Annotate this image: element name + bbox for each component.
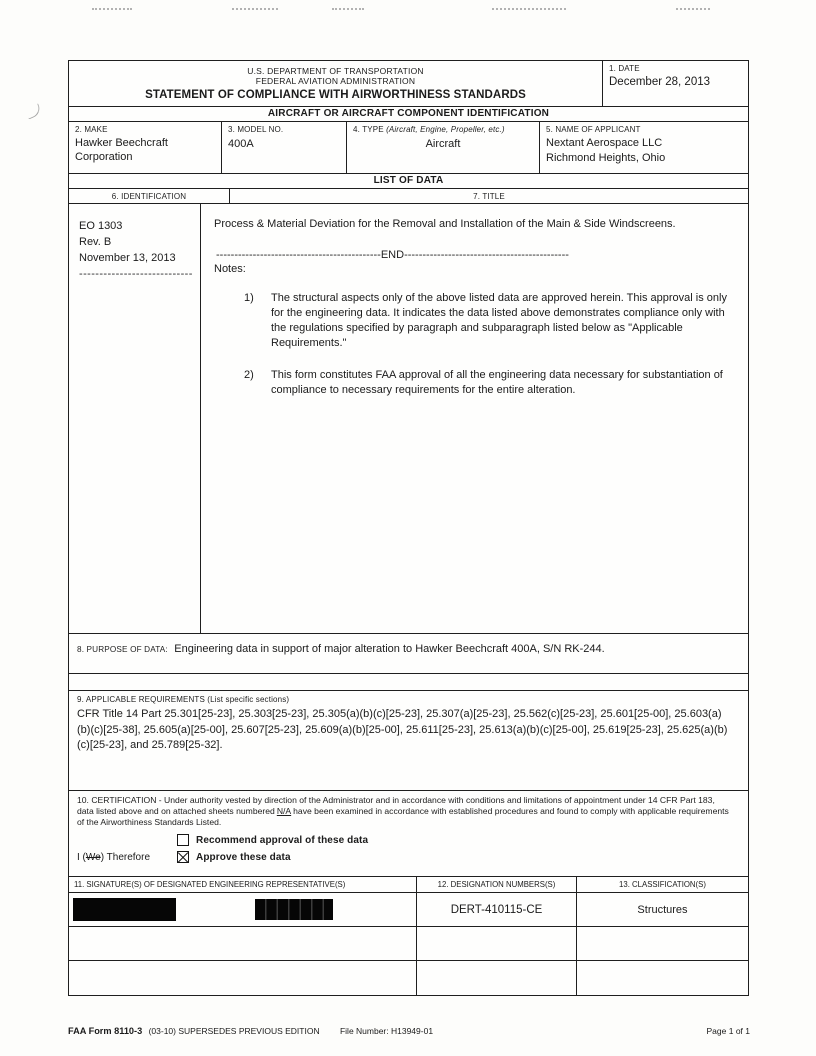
- date-label: 1. DATE: [609, 64, 640, 73]
- type-value: Aircraft: [425, 138, 461, 150]
- agency-block: [69, 61, 602, 106]
- note-item: [244, 368, 736, 398]
- therefore-we-struck: We: [85, 851, 101, 863]
- end-separator-line: ---------------------------------------------END---------------------------------------------: [216, 249, 569, 261]
- applicant-location: Richmond Heights, Ohio: [546, 152, 666, 164]
- eo-date: November 13, 2013: [79, 252, 176, 264]
- file-number: File Number: H13949-01: [339, 1026, 434, 1036]
- attached-sheets-value: N/A: [276, 805, 292, 816]
- signature-row: [69, 961, 748, 995]
- page-number: Page 1 of 1: [706, 1026, 750, 1036]
- designation-number-value: DERT-410115-CE: [416, 893, 576, 926]
- list-of-data-banner: LIST OF DATA: [69, 174, 748, 189]
- purpose-label: 8. PURPOSE OF DATA:: [77, 645, 168, 654]
- approve-option: [77, 851, 740, 863]
- spacer-row: [69, 674, 748, 691]
- administration-line: FEDERAL AVIATION ADMINISTRATION: [255, 76, 416, 86]
- title-column: [200, 204, 748, 633]
- classification-value: Structures: [576, 893, 748, 926]
- identification-section-banner: AIRCRAFT OR AIRCRAFT COMPONENT IDENTIFICATION: [69, 107, 748, 122]
- date-value: December 28, 2013: [609, 76, 711, 88]
- type-label: [353, 125, 533, 134]
- note-text: This form constitutes FAA approval of all the engineering data necessary for substantiation of compliance to necessary requirements for the entire alteration.: [271, 369, 723, 396]
- eo-number: EO 1303: [79, 220, 123, 232]
- designation-number-value: [416, 927, 576, 960]
- make-label: 2. MAKE: [75, 125, 108, 134]
- approve-label: Approve these data: [196, 851, 291, 863]
- certification-box: [69, 791, 748, 877]
- list-of-data-column-headers: [69, 189, 748, 204]
- type-label-note: (Aircraft, Engine, Propeller, etc.): [386, 125, 505, 134]
- scan-artifact: [24, 103, 42, 119]
- designation-number-value: [416, 961, 576, 995]
- redacted-signature: [73, 898, 176, 921]
- applicant-label: 5. NAME OF APPLICANT: [546, 125, 641, 134]
- requirements-label: 9. APPLICABLE REQUIREMENTS (List specific sections): [77, 695, 290, 704]
- signature-cell: [69, 927, 416, 960]
- applicant-name: Nextant Aerospace LLC: [546, 137, 663, 149]
- classification-column-header: 13. CLASSIFICATION(S): [576, 877, 748, 892]
- faa-form-8110-3: [68, 60, 749, 996]
- department-line: U.S. DEPARTMENT OF TRANSPORTATION: [247, 66, 424, 76]
- scan-artifact: [676, 8, 710, 10]
- recommend-approval-option: [177, 834, 740, 846]
- make-value: Hawker Beechcraft Corporation: [75, 137, 168, 163]
- list-of-data-body: [69, 204, 748, 634]
- recommend-checkbox: [177, 834, 189, 846]
- classification-value: [576, 927, 748, 960]
- revision: Rev. B: [79, 236, 112, 248]
- recommend-label: Recommend approval of these data: [196, 834, 369, 846]
- note-number: 2): [244, 369, 254, 381]
- signature-row: [69, 927, 748, 961]
- purpose-value: Engineering data in support of major alteration to Hawker Beechcraft 400A, S/N RK-244.: [174, 643, 605, 655]
- therefore-post: ) Therefore: [100, 851, 151, 863]
- signature-table-header: [69, 877, 748, 893]
- model-label: 3. MODEL NO.: [228, 125, 284, 134]
- certification-text-part1: 10. CERTIFICATION - Under authority vested by direction of the Administrator and in accordance with conditions and limitations of appointment under 14 CFR Part 183, data listed above and on attached sheets numbered: [77, 795, 715, 816]
- form-edition: (03-10) SUPERSEDES PREVIOUS EDITION: [148, 1026, 320, 1036]
- applicant-box: [539, 122, 748, 173]
- signature-column-header: 11. SIGNATURE(S) OF DESIGNATED ENGINEERING REPRESENTATIVE(S): [74, 880, 346, 889]
- designation-column-header: 12. DESIGNATION NUMBERS(S): [416, 877, 576, 892]
- scan-artifact: [232, 8, 278, 10]
- data-title-text: Process & Material Deviation for the Removal and Installation of the Main & Side Windscreens.: [214, 218, 676, 230]
- purpose-of-data-box: [69, 634, 748, 674]
- certification-text: [77, 795, 733, 827]
- note-text: The structural aspects only of the above listed data are approved herein. This approval is only for the engineering data. It indicates the data listed above demonstrates compliance only with the regulations specified by paragraph and subparagraph listed below as "Applicable Requirements.": [271, 292, 727, 349]
- model-box: [221, 122, 346, 173]
- form-id: FAA Form 8110-3: [68, 1026, 143, 1036]
- redacted-stamp: [255, 899, 333, 920]
- notes-label: Notes:: [214, 263, 246, 275]
- separator-dashes: ----------------------------: [79, 268, 193, 280]
- requirements-value: CFR Title 14 Part 25.301[25-23], 25.303[25-23], 25.305(a)(b)(c)[25-23], 25.307(a)[25-23], 25.562(c)[25-23], 25.601[25-00], 25.603(a)(b)(c)[25-38], 25.605(a)[25-00], 25.607[25-23], 25.609(a)(b)[25-00], 25.611[25-23], 25.613(a)(b)(c)[25-00], 25.619[25-23], 25.625(a)(b)(c)[25-23], and 25.789[25-32].: [77, 708, 728, 751]
- identification-row: [69, 122, 748, 174]
- title-column-header: 7. TITLE: [229, 189, 748, 203]
- type-label-number: 4. TYPE: [353, 125, 384, 134]
- approve-checkbox-checked: [177, 851, 189, 863]
- footer-form-info: [68, 1026, 433, 1036]
- identification-column-header: 6. IDENTIFICATION: [111, 192, 187, 201]
- form-header: [69, 61, 748, 107]
- scan-artifact: [332, 8, 364, 10]
- form-title: STATEMENT OF COMPLIANCE WITH AIRWORTHINESS STANDARDS: [145, 89, 526, 101]
- i-we-therefore-text: [77, 852, 177, 863]
- certification-text-part2: have been examined in accordance with established procedures and found to comply with applicable requirements of the Airworthiness Standards Listed.: [77, 805, 729, 827]
- make-box: [69, 122, 221, 173]
- note-item: [244, 291, 736, 351]
- scan-artifact: [92, 8, 132, 10]
- identification-column: [69, 204, 200, 633]
- date-box: [602, 61, 748, 106]
- signature-cell: [69, 961, 416, 995]
- type-box: [346, 122, 539, 173]
- note-number: 1): [244, 292, 254, 304]
- therefore-pre: I (: [77, 851, 86, 863]
- model-value: 400A: [228, 138, 254, 150]
- applicable-requirements-box: [69, 691, 748, 791]
- classification-value: [576, 961, 748, 995]
- signature-cell: [69, 893, 416, 926]
- signature-row: [69, 893, 748, 927]
- scan-artifact: [492, 8, 566, 10]
- page-footer: [68, 1026, 750, 1036]
